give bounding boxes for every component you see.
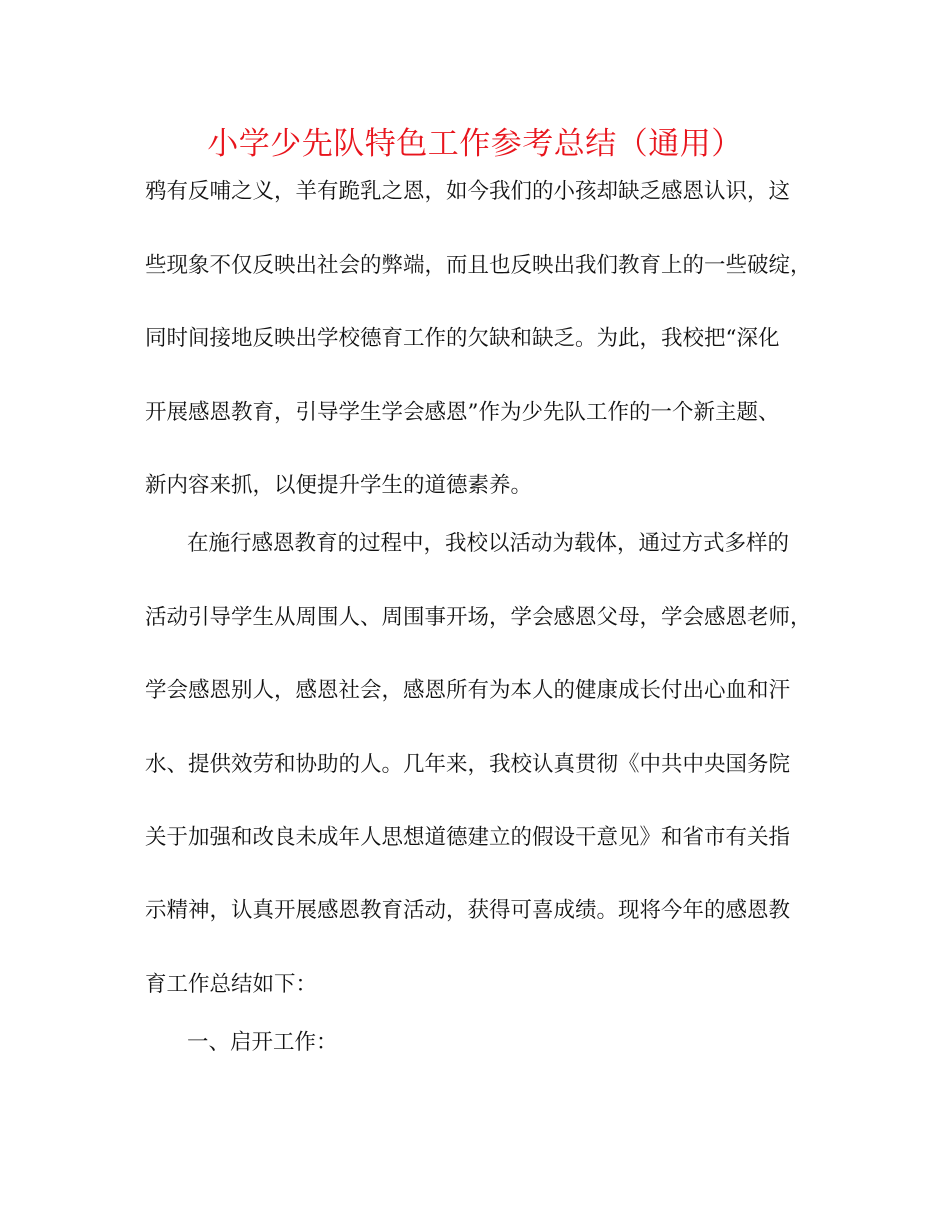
paragraph-line: 关于加强和改良未成年人思想道德建立的假设干意见》和省市有关指 bbox=[145, 825, 791, 850]
paragraph-line: 示精神，认真开展感恩教育活动，获得可喜成绩。现将今年的感恩教 bbox=[145, 898, 791, 923]
paragraph-line: 活动引导学生从周围人、周围事开场，学会感恩父母，学会感恩老师， bbox=[145, 605, 812, 630]
document-title: 小学少先队特色工作参考总结（通用） bbox=[207, 126, 743, 162]
paragraph-line: 同时间接地反映出学校德育工作的欠缺和缺乏。为此，我校把“深化 bbox=[145, 326, 780, 351]
paragraph-line: 学会感恩别人，感恩社会，感恩所有为本人的健康成长付出心血和汗 bbox=[145, 678, 791, 703]
paragraph-line: 新内容来抓，以便提升学生的道德素养。 bbox=[145, 473, 533, 498]
section-heading: 一、启开工作： bbox=[187, 1030, 338, 1055]
paragraph-line: 开展感恩教育，引导学生学会感恩”作为少先队工作的一个新主题、 bbox=[145, 400, 780, 425]
paragraph-line: 些现象不仅反映出社会的弊端，而且也反映出我们教育上的一些破绽， bbox=[145, 253, 812, 278]
paragraph-line: 育工作总结如下： bbox=[145, 972, 318, 997]
paragraph-line: 鸦有反哺之义，羊有跪乳之恩，如今我们的小孩却缺乏感恩认识，这 bbox=[145, 179, 791, 204]
paragraph-line: 在施行感恩教育的过程中，我校以活动为载体，通过方式多样的 bbox=[187, 531, 790, 556]
paragraph-line: 水、提供效劳和协助的人。几年来，我校认真贯彻《中共中央国务院 bbox=[145, 752, 791, 777]
